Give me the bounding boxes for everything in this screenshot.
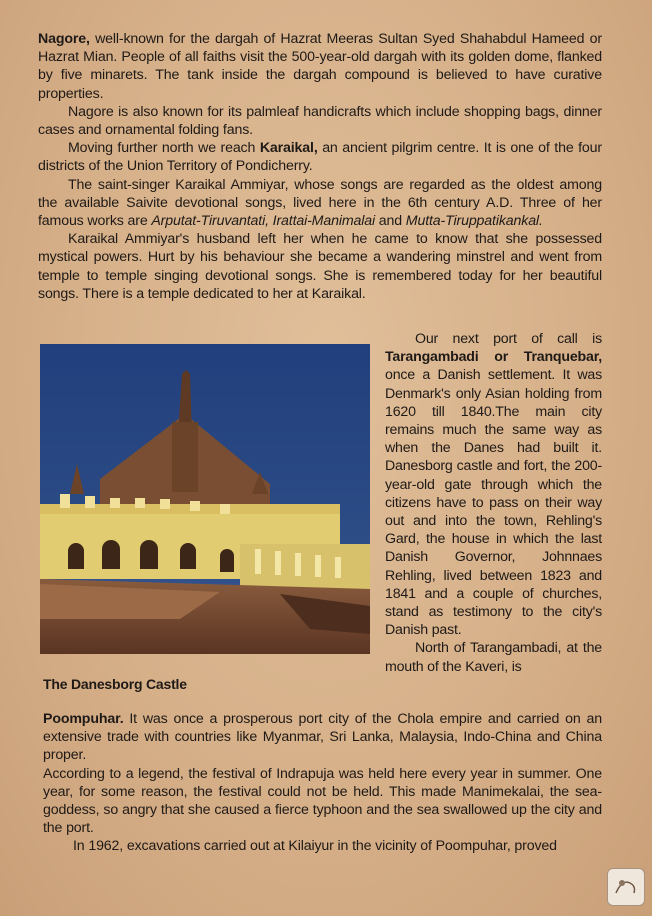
paragraph (43, 837, 602, 855)
text-run: an ancient pilgrim centre. It is one of the four districts of the Union Territory of Pondicherry. (38, 140, 602, 175)
upper-text (38, 30, 602, 303)
paragraph (38, 103, 602, 139)
paragraph (385, 330, 602, 639)
paragraph (385, 639, 602, 675)
text-run: Our next port of call is (415, 331, 602, 347)
lower-text (43, 710, 602, 856)
paragraph (43, 765, 602, 838)
italic-text: Mutta-Tiruppatikankal. (405, 213, 543, 230)
paragraph (38, 139, 602, 175)
text-run: Moving further north we reach (68, 140, 260, 157)
paragraph (38, 176, 602, 231)
photo-caption: The Danesborg Castle (43, 676, 187, 692)
danesborg-castle-photo (40, 344, 370, 654)
text-run: North of Tarangambadi, at the mouth of the Kaveri, is (385, 640, 602, 675)
bold-text: Poompuhar. (43, 711, 124, 727)
publisher-logo (607, 868, 645, 906)
bold-text: Tarangambadi or Tranquebar, (385, 349, 602, 366)
text-run: once a Danish settlement. It was Denmark's only Asian holding from 1620 till 1840.The main city remains much the same way as when the Danes had built it. Danesborg castle and fort, the 200-year-old gate through which the citizens have to pass on their way out and into the town, Rehling's Gard, the house in which the last Danish Governor, Johnnaes Rehling, lived between 1823 and 1841 and a couple of churches, stand as testimony to the city's Danish past. (385, 367, 602, 639)
paragraph (38, 30, 602, 103)
text-run: Nagore is also known for its palmleaf handicrafts which include shopping bags, dinner cases and ornamental folding fans. (38, 103, 602, 139)
text-run: The saint-singer Karaikal Ammiyar, whose songs are regarded as the oldest among the available Saivite devotional songs, lived here in the 6th century A.D. Three of her famous works are (38, 176, 602, 230)
bold-text: Karaikal, (259, 140, 318, 157)
text-run: well-known for the dargah of Hazrat Meeras Sultan Syed Shahabdul Hameed or Hazrat Mian. People of all faiths visit the 500-year-old dargah with its golden dome, flanked by five minarets. The tank inside the dargah compound is believed to have curative properties. (38, 31, 602, 102)
paragraph (43, 710, 602, 765)
text-run: Karaikal Ammiyar's husband left her when he came to know that she possessed mystical powers. Hurt by his behaviour she became a wandering minstrel and went from temple to temple singing devotional songs. She is remembered today for her beautiful songs. There is a temple dedicated to her at Karaikal. (38, 231, 602, 302)
italic-text: Arputat-Tiruvantati, Irattai-Manimalai (151, 213, 375, 230)
text-run: In 1962, excavations carried out at Kilaiyur in the vicinity of Poompuhar, proved (73, 838, 557, 855)
text-run: It was once a prosperous port city of the Chola empire and carried on an extensive trade with countries like Myanmar, Sri Lanka, Malaysia, Indo-China and China proper. (43, 711, 602, 764)
castle-illustration (40, 344, 370, 654)
text-run: According to a legend, the festival of Indrapuja was held here every year in summer. One year, for some reason, the festival could not be held. This made Manimekalai, the sea-goddess, so angry that she caused a fierce typhoon and the sea swallowed up the city and the port. (43, 765, 602, 837)
bold-text: Nagore, (38, 31, 90, 47)
text-run: and (374, 213, 406, 230)
side-column-text (385, 330, 602, 676)
paragraph (38, 230, 602, 303)
